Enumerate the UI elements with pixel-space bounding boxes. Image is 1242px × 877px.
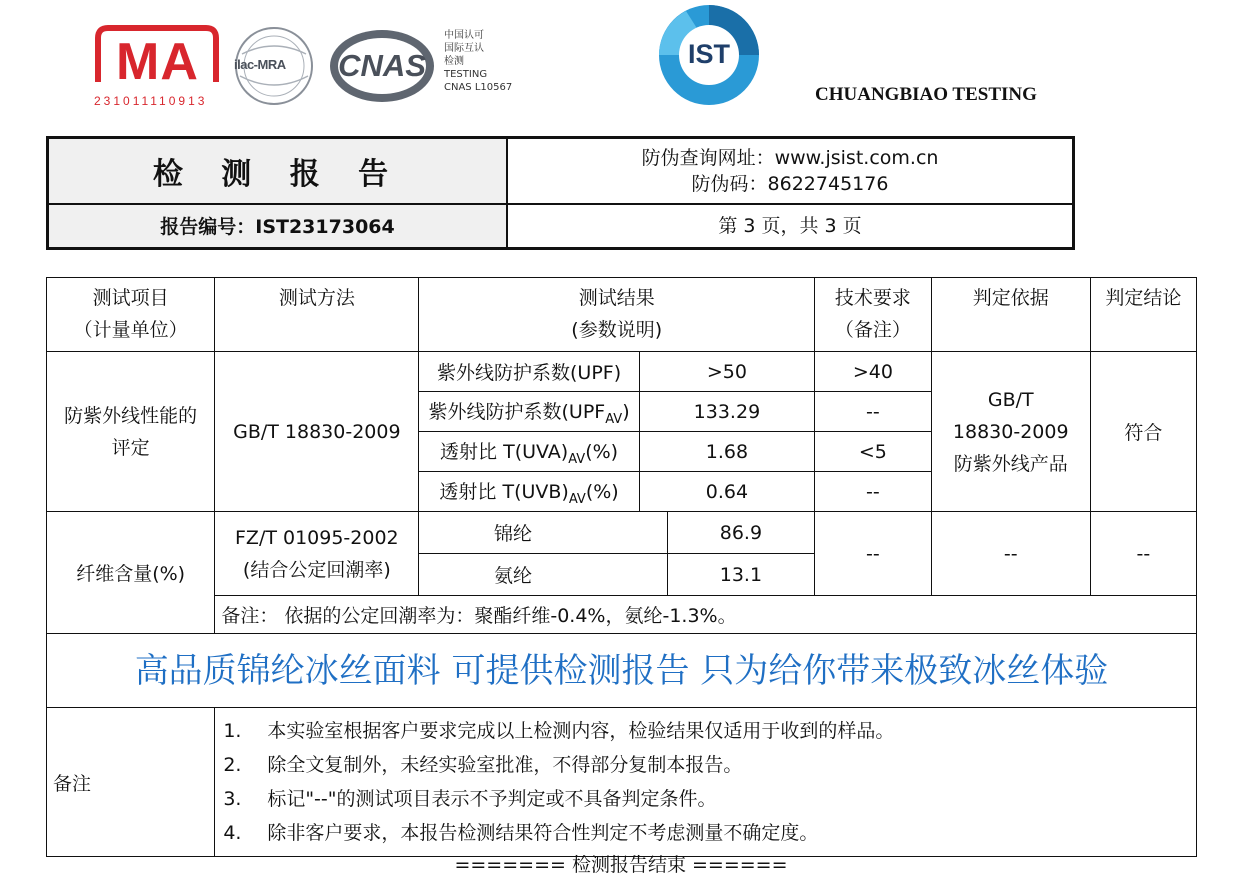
uv-basis: GB/T 18830-2009 防紫外线产品 <box>931 352 1090 512</box>
uv-value: >50 <box>639 352 814 392</box>
fiber-name: 氨纶 <box>419 554 667 596</box>
report-header-table <box>46 136 1075 250</box>
test-results-table <box>46 277 1197 857</box>
remark-item: 2. 除全文复制外，未经实验室批准，不得部分复制本报告。 <box>223 754 743 776</box>
uv-requirement: <5 <box>815 432 932 472</box>
ilac-mra-logo: ilac-MRA <box>232 24 316 108</box>
cnas-logo: CNAS <box>328 26 436 106</box>
header-basis: 判定依据 <box>931 278 1090 352</box>
remarks-label: 备注 <box>47 708 215 857</box>
uv-requirement: >40 <box>815 352 932 392</box>
header-method: 测试方法 <box>215 278 419 352</box>
anti-fake-info <box>507 138 1074 204</box>
fiber-note: 备注： 依据的公定回潮率为：聚酯纤维-0.4%，氨纶-1.3%。 <box>215 596 1197 634</box>
remark-item: 3. 标记"--"的测试项目表示不予判定或不具备判定条件。 <box>223 788 717 810</box>
report-number: 报告编号：IST23173064 <box>48 204 508 249</box>
uv-param: 透射比 $T(UVB)_{AV}(\%)$ <box>419 472 639 512</box>
remark-item: 4. 除非客户要求，本报告检测结果符合性判定不考虑测量不确定度。 <box>223 822 819 844</box>
cma-logo: MA 231011110913 <box>92 24 222 110</box>
fiber-item: 纤维含量(%) <box>47 512 215 634</box>
fiber-name: 锦纶 <box>419 512 667 554</box>
uv-item: 防紫外线性能的 评定 <box>47 352 215 512</box>
uv-param: 紫外线防护系数(UPF) <box>419 352 639 392</box>
fiber-value: 13.1 <box>667 554 814 596</box>
fiber-value: 86.9 <box>667 512 814 554</box>
header-requirement: 技术要求 （备注） <box>815 278 932 352</box>
uv-value: 1.68 <box>639 432 814 472</box>
company-name: CHUANGBIAO TESTING <box>815 84 1037 105</box>
fiber-requirement: -- <box>815 512 932 596</box>
verify-website: 防伪查询网址：www.jsist.com.cn <box>641 146 939 169</box>
ist-logo: IST <box>656 2 762 108</box>
uv-requirement: -- <box>815 392 932 432</box>
fiber-conclusion: -- <box>1090 512 1196 596</box>
remark-item: 1. 本实验室根据客户要求完成以上检测内容，检验结果仅适用于收到的样品。 <box>223 720 895 742</box>
promo-banner: 高品质锦纶冰丝面料 可提供检测报告 只为给你带来极致冰丝体验 <box>47 634 1197 708</box>
uv-param: 透射比 $T(UVA)_{AV}(\%)$ <box>419 432 639 472</box>
uv-param: 紫外线防护系数$(UPF_{AV})$ <box>419 392 639 432</box>
header-item: 测试项目 （计量单位） <box>47 278 215 352</box>
uv-method: GB/T 18830-2009 <box>215 352 419 512</box>
report-end-marker: ======= 检测报告结束 ====== <box>454 854 788 876</box>
report-title: 检 测 报 告 <box>48 138 508 204</box>
uv-value: 133.29 <box>639 392 814 432</box>
header-conclusion: 判定结论 <box>1090 278 1196 352</box>
fiber-method: FZ/T 01095-2002 (结合公定回潮率) <box>215 512 419 596</box>
remarks-list <box>215 708 1197 857</box>
uv-value: 0.64 <box>639 472 814 512</box>
cnas-text: 中国认可 国际互认 检测 TESTING CNAS L10567 <box>444 30 513 93</box>
uv-conclusion: 符合 <box>1090 352 1196 512</box>
anti-fake-code: 防伪码：8622745176 <box>691 172 889 195</box>
uv-requirement: -- <box>815 472 932 512</box>
header-result: 测试结果 (参数说明) <box>419 278 815 352</box>
fiber-basis: -- <box>931 512 1090 596</box>
page-indicator: 第 3 页，共 3 页 <box>507 204 1074 249</box>
